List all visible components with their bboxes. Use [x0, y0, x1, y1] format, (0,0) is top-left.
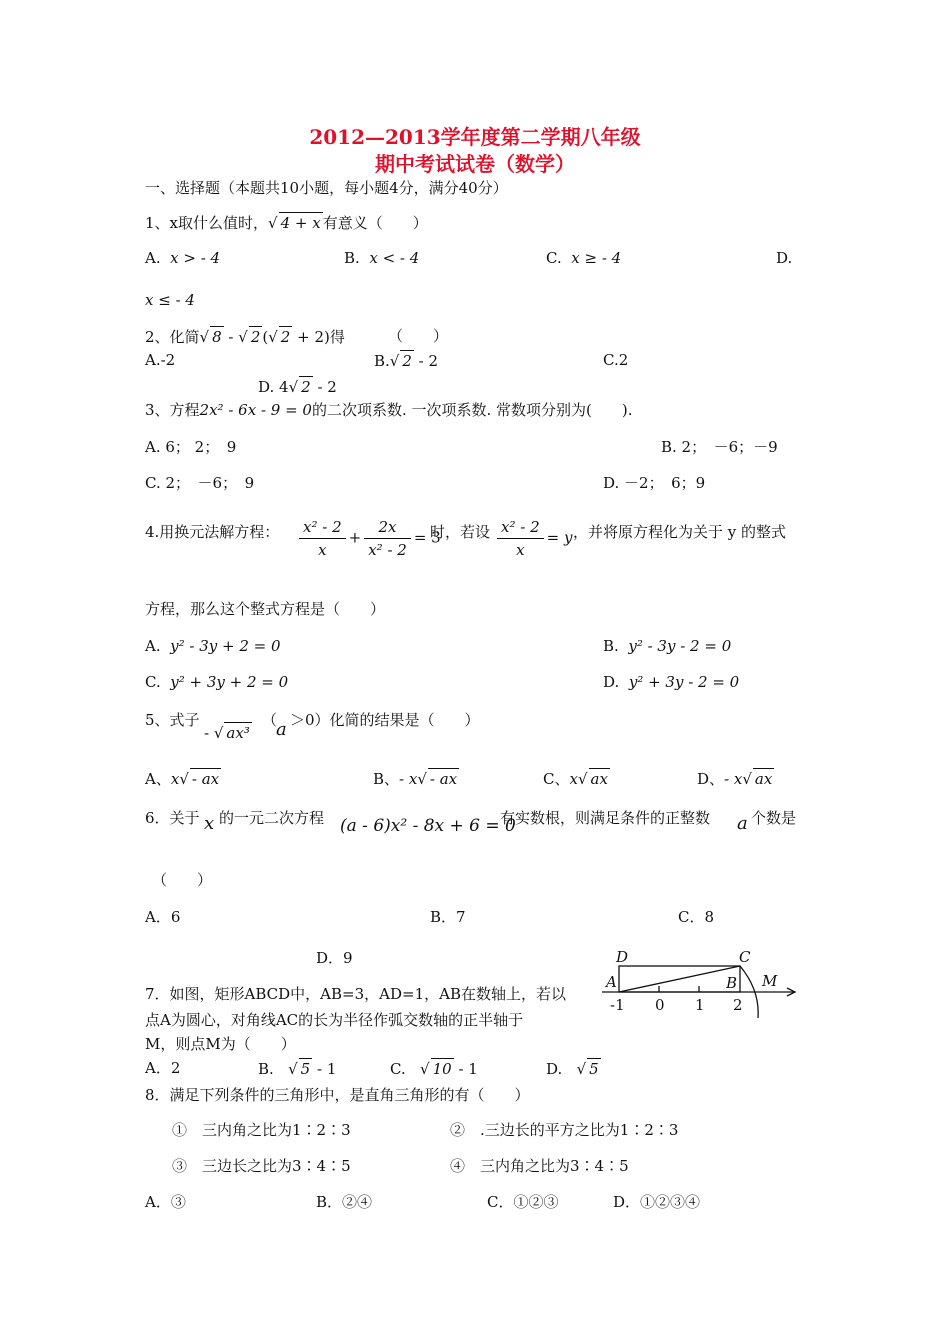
q7-line-3: M，则点M为（ ） [145, 1035, 296, 1053]
q3-equation: 2x² - 6x - 9 = 0 [199, 401, 312, 419]
label-d: D [616, 948, 629, 966]
question-3-stem: 3、方程2x² - 6x - 9 = 0的二次项系数. 一次项系数. 常数项分别为( ). [145, 401, 633, 419]
q4-stem-a: 4.用换元法解方程： [145, 523, 280, 541]
q3-option-a: A. 6； 2； 9 [145, 438, 237, 456]
q8-option-d: D．①②③④ [613, 1193, 701, 1211]
q1-option-c: C. x ≥ - 4 [546, 249, 622, 267]
q2-option-d: D. 4√ 2 - 2 [258, 378, 337, 396]
q7-figure [600, 946, 810, 1022]
q1-option-b: B. x < - 4 [344, 249, 420, 267]
q8-condition-4: ④ 三内角之比为3∶4∶5 [450, 1157, 629, 1175]
label-m: M [762, 972, 778, 990]
q5-option-b: B、- x√ - ax [373, 770, 458, 788]
q5-option-c: C、x√ ax [543, 770, 608, 788]
q1-radicand: 4 + x [280, 214, 321, 232]
q8-option-b: B．②④ [316, 1193, 373, 1211]
q6-option-d: D．9 [316, 949, 353, 967]
q5-option-a: A、x√ - ax [145, 770, 220, 788]
q6-option-c: C．8 [678, 908, 715, 926]
q7-line-2: 点A为圆心，对角线AC的长为半径作弧交数轴的正半轴于 [145, 1011, 524, 1029]
q4-option-c: C. y² + 3y + 2 = 0 [145, 673, 289, 691]
q8-condition-1: ① 三内角之比为1∶2∶3 [172, 1121, 351, 1139]
q4-stem-d: 方程，那么这个整式方程是（ ） [145, 600, 386, 618]
q8-option-a: A．③ [145, 1193, 186, 1211]
q4-fraction-3: $\frac{\text{x² - 2}}{x}$ [497, 516, 544, 561]
q1-radical: √ 4 + x [268, 214, 321, 232]
q8-stem: 8．满足下列条件的三角形中，是直角三角形的有（ ） [145, 1086, 530, 1104]
q8-option-c: C．①②③ [487, 1193, 559, 1211]
page-title: 2012—2013学年度第二学期八年级 [309, 125, 641, 149]
label-a: A [606, 973, 617, 991]
q2-rad1: 8 [212, 328, 222, 346]
section-heading: 一、选择题（本题共10小题，每小题4分，满分40分） [145, 179, 508, 197]
q1-option-a: A. x > - 4 [145, 249, 221, 267]
q4-substitution: $\frac{\text{x² - 2}}{x}$ = y [494, 516, 572, 561]
q6-stem-b: 的一元二次方程 [219, 809, 325, 827]
q6-option-b: B．7 [430, 908, 466, 926]
q5-stem-a: 5、式子 [145, 711, 200, 729]
q6-stem-a: 6．关于 [145, 809, 200, 827]
q2-answer-paren: （ ） [388, 327, 449, 345]
q7-line-1: 7．如图，矩形ABCD中，AB=3，AD=1，AB在数轴上，若以 [145, 985, 566, 1003]
q4-stem-c: ，并将原方程化为关于 y 的整式 [573, 523, 787, 541]
q4-equation: $\frac{\text{x² - 2}}{x}$ + $\frac{2x}{\text{x² - 2}}$ = 3 [296, 516, 441, 561]
q2-rad2: 2 [250, 328, 261, 346]
q6-stem-c: 有实数根，则满足条件的正整数 [500, 809, 711, 827]
q4-fraction-2: $\frac{2x}{\text{x² - 2}}$ [364, 516, 411, 561]
label-b: B [726, 974, 738, 992]
q4-stem-b: 时，若设 [430, 523, 491, 541]
q2-rad3: 2 [280, 328, 291, 346]
q6-var-a: a [737, 813, 748, 834]
q6-answer-paren: （ ） [152, 871, 213, 889]
q1-option-d-label: D. [776, 249, 793, 267]
q3-option-c: C. 2； －6； 9 [145, 474, 255, 492]
q6-var-x: x [204, 813, 215, 834]
q8-condition-2: ② .三边长的平方之比为1∶2∶3 [450, 1121, 679, 1139]
q6-stem-d: 个数是 [751, 809, 797, 827]
tick-label-2: 2 [733, 996, 743, 1014]
q7-option-a: A．2 [145, 1059, 181, 1077]
q2-option-a: A.-2 [145, 351, 176, 369]
q2-option-c: C.2 [603, 351, 629, 369]
question-1-stem [145, 212, 428, 233]
q6-equation: (a - 6)x² - 8x + 6 = 0 [340, 816, 516, 836]
q1-stem-a: 1、x取什么值时， [145, 214, 269, 232]
page-subtitle: 期中考试试卷（数学） [375, 152, 575, 176]
q7-option-b: B. √ 5 - 1 [258, 1060, 337, 1078]
q4-option-a: A. y² - 3y + 2 = 0 [145, 637, 281, 655]
q8-condition-3: ③ 三边长之比为3∶4∶5 [172, 1157, 351, 1175]
tick-label-0: 0 [655, 996, 665, 1014]
tick-label-1: 1 [695, 996, 705, 1014]
q6-option-a: A．6 [145, 908, 181, 926]
q5-condition-a: a [276, 719, 287, 740]
q1-option-d: x ≤ - 4 [145, 291, 195, 309]
tick-label-minus1: -1 [610, 996, 625, 1014]
q5-option-d: D、- x√ ax [697, 770, 773, 788]
q2-option-b: B.√ 2 - 2 [374, 352, 439, 370]
q1-stem-b: 有意义（ ） [322, 214, 428, 232]
q3-option-d: D. －2； 6；9 [603, 474, 706, 492]
q7-option-c: C. √ 10 - 1 [390, 1060, 478, 1078]
label-c: C [739, 948, 751, 966]
q3-option-b: B. 2； －6；－9 [661, 438, 778, 456]
q4-option-d: D. y² + 3y - 2 = 0 [603, 673, 740, 691]
q5-stem-c: ＞0）化简的结果是（ ） [290, 711, 480, 729]
q5-expression: - √ ax³ [204, 724, 250, 742]
q4-fraction-1: $\frac{\text{x² - 2}}{x}$ [299, 516, 346, 561]
question-2-stem: 2、化简√ 8 - √ 2 (√ 2 + 2)得 [145, 328, 345, 346]
q4-option-b: B. y² - 3y - 2 = 0 [603, 637, 732, 655]
q7-option-d: D. √ 5 [546, 1060, 599, 1078]
q5-stem-b: （ [262, 711, 278, 729]
diagonal-ac [619, 966, 740, 992]
